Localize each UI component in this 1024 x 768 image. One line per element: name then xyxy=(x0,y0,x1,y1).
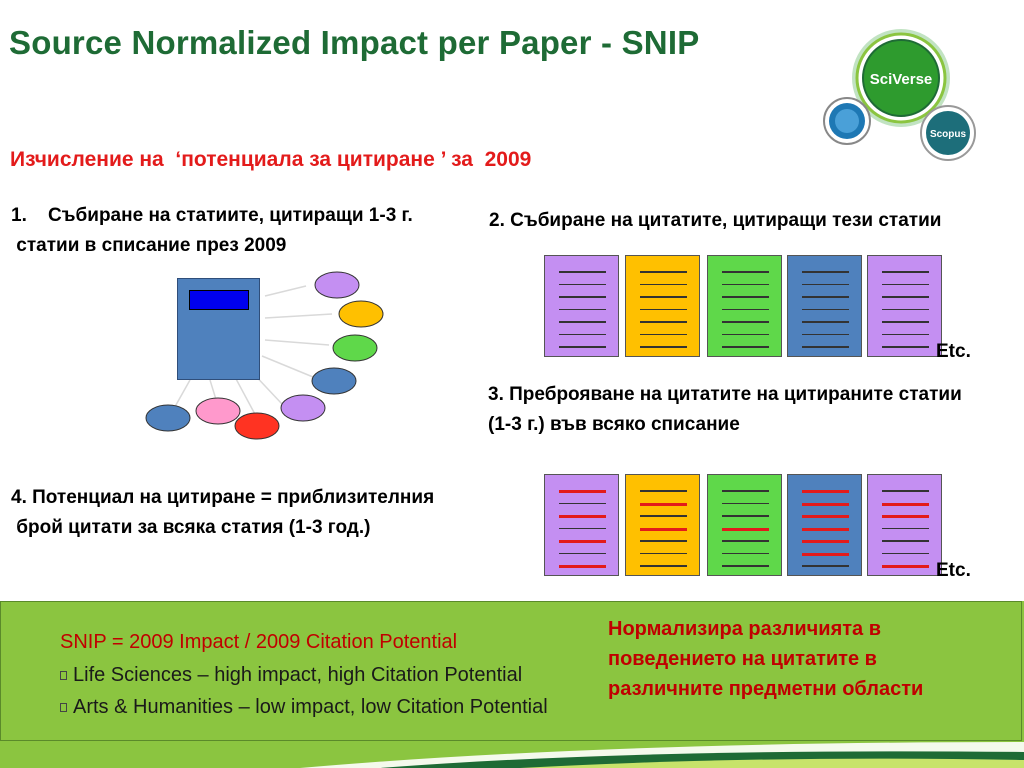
text-line xyxy=(802,321,849,323)
citing-article-circle xyxy=(235,413,279,439)
highlighted-citation-line xyxy=(559,515,606,518)
text-line xyxy=(640,334,687,336)
text-line xyxy=(722,309,769,311)
citing-article-circle xyxy=(312,368,356,394)
text-line xyxy=(559,271,606,273)
step4-line2: брой цитати за всяка статия (1-3 год.) xyxy=(11,517,371,538)
text-line xyxy=(559,309,606,311)
slide-title: Source Normalized Impact per Paper - SNIP xyxy=(9,24,700,61)
highlighted-citation-line xyxy=(802,490,849,493)
bullet-life-sciences xyxy=(60,664,522,687)
text-line xyxy=(559,503,606,505)
text-line xyxy=(722,540,769,542)
highlighted-citation-line xyxy=(640,528,687,531)
text-line xyxy=(640,271,687,273)
citing-article-circle xyxy=(146,405,190,431)
text-line xyxy=(640,296,687,298)
sciverse-label: SciVerse xyxy=(869,71,933,88)
text-line xyxy=(802,346,849,348)
text-line xyxy=(882,528,929,530)
text-line xyxy=(882,553,929,555)
document-page-icon xyxy=(625,474,700,576)
text-line xyxy=(882,296,929,298)
step4-line1: 4. Потенциал на цитиране = приблизителния xyxy=(11,487,435,508)
text-line xyxy=(640,540,687,542)
text-line xyxy=(722,565,769,567)
step3-line1: 3. Преброяване на цитатите на цитираните статии xyxy=(488,384,962,405)
document-page-icon xyxy=(867,474,942,576)
highlighted-citation-line xyxy=(640,503,687,506)
text-line xyxy=(722,490,769,492)
text-line xyxy=(802,334,849,336)
text-line xyxy=(722,334,769,336)
document-page-icon xyxy=(707,474,782,576)
citing-article-circle xyxy=(196,398,240,424)
text-line xyxy=(559,296,606,298)
text-line xyxy=(722,271,769,273)
text-line xyxy=(640,309,687,311)
text-line xyxy=(559,528,606,530)
text-line xyxy=(882,334,929,336)
bullet-marker-icon xyxy=(60,703,67,712)
text-line xyxy=(722,284,769,286)
step1-line2: статии в списание през 2009 xyxy=(11,235,287,256)
document-page-icon xyxy=(544,255,619,357)
text-line xyxy=(882,271,929,273)
text-line xyxy=(882,309,929,311)
text-line xyxy=(802,296,849,298)
citing-article-circle xyxy=(339,301,383,327)
highlighted-citation-line xyxy=(802,540,849,543)
highlighted-citation-line xyxy=(802,528,849,531)
bullet-arts-humanities xyxy=(60,696,548,719)
document-page-icon xyxy=(625,255,700,357)
text-line xyxy=(802,271,849,273)
text-line xyxy=(802,565,849,567)
text-line xyxy=(559,334,606,336)
text-line xyxy=(722,503,769,505)
highlighted-citation-line xyxy=(559,565,606,568)
step3-line2: (1-3 г.) във всяко списание xyxy=(488,414,740,435)
text-line xyxy=(722,296,769,298)
text-line xyxy=(559,321,606,323)
highlighted-citation-line xyxy=(802,503,849,506)
highlighted-citation-line xyxy=(802,515,849,518)
text-line xyxy=(882,321,929,323)
bullet-text: Arts & Humanities – low impact, low Citation Potential xyxy=(73,696,548,718)
text-line xyxy=(722,515,769,517)
text-line xyxy=(882,284,929,286)
highlighted-citation-line xyxy=(722,528,769,531)
text-line xyxy=(640,321,687,323)
text-line xyxy=(559,553,606,555)
etc-label-row2: Etc. xyxy=(936,560,971,581)
snip-formula: SNIP = 2009 Impact / 2009 Citation Potential xyxy=(60,631,458,653)
text-line xyxy=(640,553,687,555)
text-line xyxy=(559,346,606,348)
text-line xyxy=(640,490,687,492)
step2-text: 2. Събиране на цитатите, цитиращи тези статии xyxy=(489,210,942,231)
document-page-icon xyxy=(867,255,942,357)
scopus-label: Scopus xyxy=(929,129,967,140)
step1-line1: 1. Събиране на статиите, цитиращи 1-3 г. xyxy=(11,205,413,226)
text-line xyxy=(722,321,769,323)
text-line xyxy=(640,515,687,517)
bullet-text: Life Sciences – high impact, high Citation Potential xyxy=(73,664,523,686)
highlighted-citation-line xyxy=(882,565,929,568)
text-line xyxy=(722,346,769,348)
text-line xyxy=(802,309,849,311)
document-page-icon xyxy=(707,255,782,357)
citing-article-circle xyxy=(281,395,325,421)
text-line xyxy=(882,346,929,348)
text-line xyxy=(559,284,606,286)
text-line xyxy=(802,284,849,286)
text-line xyxy=(722,553,769,555)
bullet-marker-icon xyxy=(60,671,67,680)
document-page-icon xyxy=(787,474,862,576)
normalization-note: Нормализира различията в поведението на цитатите в различните предметни области xyxy=(608,618,924,700)
text-line xyxy=(640,284,687,286)
journal-label-box xyxy=(189,290,249,310)
citing-article-circle xyxy=(315,272,359,298)
highlighted-citation-line xyxy=(802,553,849,556)
highlighted-citation-line xyxy=(559,540,606,543)
highlighted-citation-line xyxy=(559,490,606,493)
highlighted-citation-line xyxy=(882,515,929,518)
highlighted-citation-line xyxy=(882,503,929,506)
citing-article-circle xyxy=(333,335,377,361)
document-page-icon xyxy=(787,255,862,357)
slide-subtitle: Изчисление на ‘потенциала за цитиране ’ за 2009 xyxy=(10,148,532,171)
etc-label-row1: Etc. xyxy=(936,341,971,362)
text-line xyxy=(640,346,687,348)
text-line xyxy=(882,490,929,492)
document-page-icon xyxy=(544,474,619,576)
text-line xyxy=(882,540,929,542)
text-line xyxy=(640,565,687,567)
